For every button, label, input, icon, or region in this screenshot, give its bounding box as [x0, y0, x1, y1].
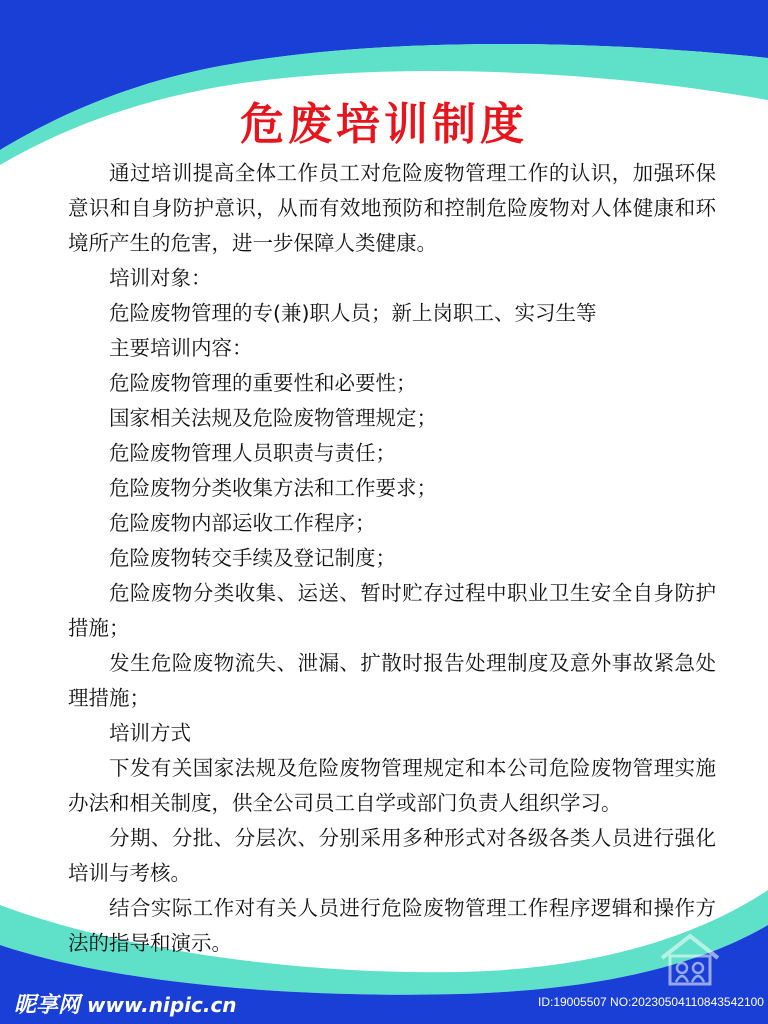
body-paragraph: 危险废物管理的重要性和必要性； — [109, 371, 417, 395]
body-paragraph: 结合实际工作对有关人员进行危险废物管理工作程序逻辑和操作方法的指导和演示。 — [68, 896, 716, 955]
footer-brand — [14, 988, 237, 1019]
body-paragraph: 国家相关法规及危险废物管理规定； — [109, 406, 437, 430]
body-paragraph: 培训对象： — [109, 266, 212, 290]
body-paragraph: 通过培训提高全体工作员工对危险废物管理工作的认识，加强环保意识和自身防护意识，从而有效地预防和控制危险废物对人体健康和环境所产生的危害，进一步保障人类健康。 — [68, 161, 716, 255]
body-paragraph: 分期、分批、分层次、分别采用多种形式对各级各类人员进行强化培训与考核。 — [68, 826, 716, 885]
poster-body — [68, 156, 716, 961]
body-paragraph: 危险废物管理的专(兼)职人员；新上岗职工、实习生等 — [109, 301, 597, 325]
footer-image-id: ID:19005507 NO:20230504110843542100 — [538, 995, 764, 1009]
poster-title: 危废培训制度 — [240, 99, 528, 150]
body-paragraph: 培训方式 — [109, 721, 191, 745]
house-logo-icon — [658, 930, 722, 990]
body-paragraph: 发生危险废物流失、泄漏、扩散时报告处理制度及意外事故紧急处理措施； — [68, 651, 716, 710]
footer-brand-cn: 昵享网 — [14, 993, 81, 1018]
body-paragraph: 危险废物转交手续及登记制度； — [109, 546, 396, 570]
body-paragraph: 危险废物内部运收工作程序； — [109, 511, 376, 535]
body-paragraph: 危险废物分类收集方法和工作要求； — [109, 476, 437, 500]
footer-brand-url[interactable]: www.nipic.cn — [86, 993, 237, 1017]
body-paragraph: 危险废物管理人员职责与责任； — [109, 441, 396, 465]
body-paragraph: 下发有关国家法规及危险废物管理规定和本公司危险废物管理实施办法和相关制度，供全公司员工自学或部门负责人组织学习。 — [68, 756, 716, 815]
body-paragraph: 主要培训内容： — [109, 336, 253, 360]
body-paragraph: 危险废物分类收集、运送、暂时贮存过程中职业卫生安全自身防护措施； — [68, 581, 716, 640]
